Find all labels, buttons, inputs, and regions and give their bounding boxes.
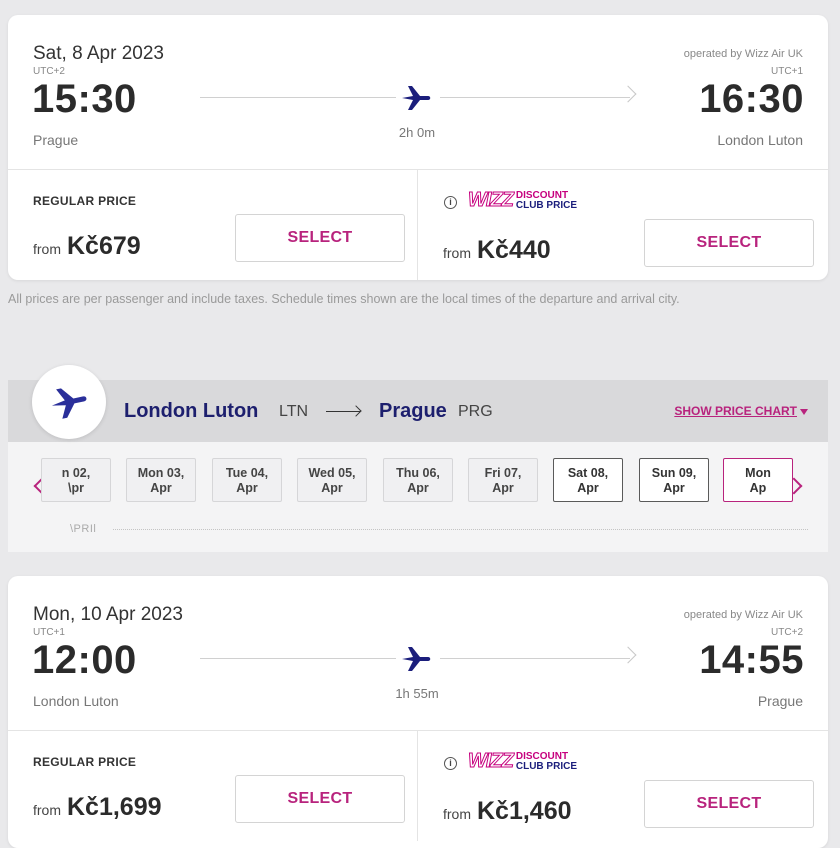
wizz-discount-club-logo bbox=[468, 189, 577, 212]
route-line bbox=[440, 658, 630, 659]
plane-icon bbox=[400, 644, 432, 674]
date-tab-day: Mon bbox=[745, 466, 771, 480]
date-tab-month: Apr bbox=[236, 481, 258, 495]
price-note: All prices are per passenger and include taxes. Schedule times shown are the local times of the departure and arrival city. bbox=[8, 292, 680, 306]
date-tab-month: Apr bbox=[150, 481, 172, 495]
from-label: from bbox=[33, 241, 61, 257]
wizz-logo-word: WIZZ bbox=[468, 189, 513, 211]
wizz-logo-line1: DISCOUNT bbox=[515, 189, 569, 201]
regular-price-label: REGULAR PRICE bbox=[33, 194, 137, 208]
route-origin-city: London Luton bbox=[124, 400, 259, 422]
wizz-logo-line2: CLUB PRICE bbox=[515, 760, 577, 772]
date-tab-day: Tue 04, bbox=[225, 466, 269, 480]
date-tab-day: n 02, bbox=[61, 466, 91, 480]
route-destination-code: PRG bbox=[458, 403, 493, 420]
price-divider bbox=[417, 731, 418, 841]
date-tab[interactable] bbox=[126, 458, 196, 502]
flight-card-outbound bbox=[8, 15, 828, 280]
from-label: from bbox=[443, 806, 471, 822]
month-label: \PRIl bbox=[70, 523, 97, 535]
price-row bbox=[8, 731, 828, 841]
departure-timezone: UTC+2 bbox=[33, 66, 65, 77]
route-arrow-icon bbox=[620, 86, 637, 103]
arrival-time: 16:30 bbox=[699, 77, 804, 121]
route-line bbox=[200, 97, 396, 98]
arrival-time: 14:55 bbox=[699, 638, 804, 682]
wizz-logo-club bbox=[516, 191, 577, 211]
regular-price-amount: Kč679 bbox=[67, 232, 141, 260]
date-tab[interactable] bbox=[639, 458, 709, 502]
date-tab-month: Apr bbox=[321, 481, 343, 495]
regular-price bbox=[33, 793, 162, 822]
regular-price bbox=[33, 232, 141, 261]
month-divider bbox=[113, 529, 808, 530]
operated-by: operated by Wizz Air UK bbox=[683, 48, 803, 60]
route-line bbox=[440, 97, 630, 98]
date-tab-month: Apr bbox=[492, 481, 514, 495]
date-tab[interactable] bbox=[468, 458, 538, 502]
from-label: from bbox=[33, 802, 61, 818]
regular-price-amount: Kč1,699 bbox=[67, 793, 162, 821]
arrival-timezone: UTC+2 bbox=[771, 627, 803, 638]
wizz-logo-line2: CLUB PRICE bbox=[515, 199, 577, 211]
info-icon[interactable]: i bbox=[444, 757, 457, 770]
discount-price bbox=[443, 236, 551, 265]
date-tab-day: Thu 06, bbox=[396, 466, 440, 480]
flight-date: Sat, 8 Apr 2023 bbox=[33, 43, 164, 64]
price-divider bbox=[417, 170, 418, 280]
plane-icon bbox=[400, 83, 432, 113]
wizz-logo-line1: DISCOUNT bbox=[515, 750, 569, 762]
date-tab-month: Apr bbox=[407, 481, 429, 495]
wizz-logo-club bbox=[516, 752, 577, 772]
route-line bbox=[200, 658, 396, 659]
departure-time: 15:30 bbox=[32, 77, 137, 121]
arrival-timezone: UTC+1 bbox=[771, 66, 803, 77]
route-destination-city: Prague bbox=[379, 400, 447, 422]
date-tab-month: \pr bbox=[68, 481, 84, 495]
route-arrow-icon bbox=[620, 647, 637, 664]
from-label: from bbox=[443, 245, 471, 261]
select-discount-button[interactable]: SELECT bbox=[644, 219, 814, 267]
route-arrow-icon bbox=[326, 411, 360, 412]
regular-price-label: REGULAR PRICE bbox=[33, 755, 137, 769]
date-tab-month: Apr bbox=[577, 481, 599, 495]
date-tab-month: Apr bbox=[663, 481, 685, 495]
select-regular-button[interactable]: SELECT bbox=[235, 775, 405, 823]
departure-time: 12:00 bbox=[32, 638, 137, 682]
date-tab-selected[interactable] bbox=[723, 458, 793, 502]
date-strip bbox=[61, 458, 771, 504]
date-tab-day: Mon 03, bbox=[137, 466, 185, 480]
discount-price-amount: Kč1,460 bbox=[477, 797, 572, 825]
plane-badge bbox=[32, 365, 106, 439]
flight-card-return bbox=[8, 576, 828, 848]
discount-price bbox=[443, 797, 572, 826]
discount-price-amount: Kč440 bbox=[477, 236, 551, 264]
route-bar bbox=[8, 380, 828, 442]
flight-header bbox=[8, 576, 828, 731]
date-tab[interactable] bbox=[553, 458, 623, 502]
return-route-panel bbox=[8, 380, 828, 552]
flight-date: Mon, 10 Apr 2023 bbox=[33, 604, 183, 625]
departure-timezone: UTC+1 bbox=[33, 627, 65, 638]
date-tab-day: Wed 05, bbox=[308, 466, 356, 480]
date-tab[interactable] bbox=[383, 458, 453, 502]
show-price-chart-label: SHOW PRICE CHART bbox=[674, 404, 797, 418]
wizz-discount-club-logo bbox=[468, 750, 577, 773]
price-row bbox=[8, 170, 828, 280]
select-discount-button[interactable]: SELECT bbox=[644, 780, 814, 828]
caret-down-icon bbox=[800, 409, 808, 415]
date-tab[interactable] bbox=[41, 458, 111, 502]
flight-duration: 1h 55m bbox=[395, 686, 439, 701]
date-tab[interactable] bbox=[297, 458, 367, 502]
flight-header bbox=[8, 15, 828, 170]
date-tab-day: Sun 09, bbox=[651, 466, 697, 480]
info-icon[interactable]: i bbox=[444, 196, 457, 209]
departure-city: Prague bbox=[33, 132, 79, 148]
flight-duration: 2h 0m bbox=[398, 125, 436, 140]
route-origin-code: LTN bbox=[279, 403, 309, 420]
departure-city: London Luton bbox=[33, 693, 119, 709]
arrival-city: Prague bbox=[757, 693, 803, 709]
plane-icon bbox=[49, 382, 89, 422]
date-tab-day: Fri 07, bbox=[484, 466, 522, 480]
date-tab-month: Ap bbox=[749, 481, 767, 495]
wizz-logo-word: WIZZ bbox=[468, 750, 513, 772]
show-price-chart-link[interactable] bbox=[674, 404, 808, 418]
select-regular-button[interactable]: SELECT bbox=[235, 214, 405, 262]
arrival-city: London Luton bbox=[717, 132, 803, 148]
date-tab-day: Sat 08, bbox=[567, 466, 609, 480]
operated-by: operated by Wizz Air UK bbox=[683, 609, 803, 621]
date-tab[interactable] bbox=[212, 458, 282, 502]
